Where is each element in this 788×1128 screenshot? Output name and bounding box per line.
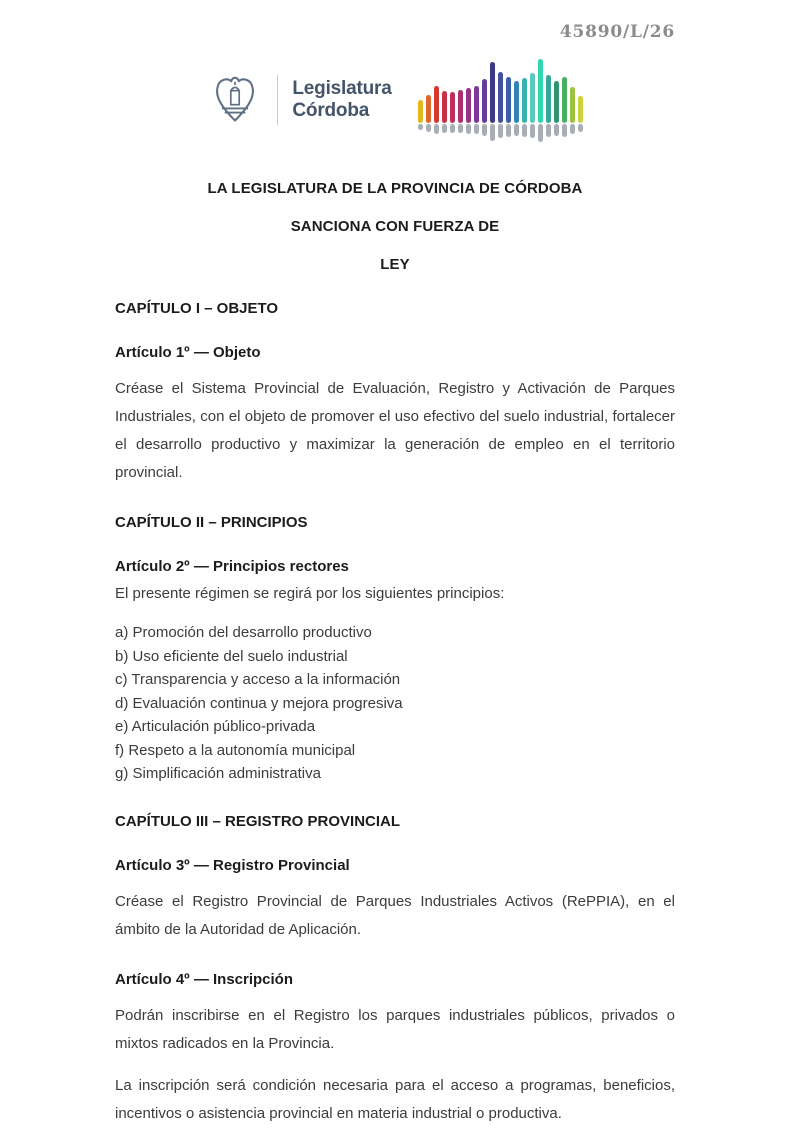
logo-bar [442, 59, 447, 123]
chapter-1-heading: CAPÍTULO I – OBJETO [115, 300, 279, 317]
logo-bar [434, 59, 439, 123]
logo-bar [514, 59, 519, 123]
principle-item-b: b) Uso eficiente del suelo industrial [115, 647, 348, 665]
title-line-2: SANCIONA CON FUERZA DE [290, 218, 500, 235]
logo-bar [530, 59, 535, 123]
article-2-intro: El presente régimen se regirá por los siguientes principios: [115, 585, 505, 602]
logo-bar [562, 59, 567, 123]
logo-bar [418, 59, 423, 123]
logo-bar [578, 59, 583, 123]
article-4-body-1: Podrán inscribirse en el Registro los parques industriales públicos, privados o mixtos radicados en la Provincia. [115, 1006, 675, 1052]
principles-list [115, 621, 675, 786]
chapter-3-heading: CAPÍTULO III – REGISTRO PROVINCIAL [115, 812, 401, 830]
principle-item-d: d) Evaluación continua y mejora progresiva [115, 694, 403, 712]
logo-bar [554, 59, 559, 123]
logo-bar [538, 59, 543, 123]
logo-bar [546, 59, 551, 123]
logo-bar [474, 59, 479, 123]
article-4-body-2: La inscripción será condición necesaria para el acceso a programas, beneficios, incentivos o asistencia provincial en materia industrial o productiva. [115, 1076, 675, 1122]
enactment-title-block [115, 180, 675, 273]
logo-bar [482, 59, 487, 123]
title-line-1: LA LEGISLATURA DE LA PROVINCIA DE CÓRDOBA [207, 180, 583, 197]
cordoba-crest-icon [207, 72, 263, 128]
article-2-heading: Artículo 2º — Principios rectores [115, 558, 349, 575]
principle-item-c: c) Transparencia y acceso a la información [115, 671, 401, 688]
logo-bar [522, 59, 527, 123]
logo-bar [458, 59, 463, 123]
logo-bar [570, 59, 575, 123]
logo-bar [498, 59, 503, 123]
principle-item-a: a) Promoción del desarrollo productivo [115, 624, 372, 641]
article-1-body: Créase el Sistema Provincial de Evaluación, Registro y Activación de Parques Industriales, con el objeto de promover el uso efectivo del suelo industrial, fortalecer el desarrollo productivo y maximizar la generación de empleo en el territorio provincial. [115, 380, 675, 481]
logo-bar [466, 59, 471, 123]
principle-item-e: e) Articulación público-privada [115, 718, 316, 735]
logo-bar [450, 59, 455, 123]
article-4-heading: Artículo 4º — Inscripción [115, 970, 294, 988]
logo-wordmark [292, 78, 391, 122]
logo-wordmark-line2: Córdoba [292, 100, 370, 121]
expedient-number: 45890/L/26 [559, 22, 675, 42]
logo-wordmark-line1: Legislatura [292, 78, 392, 99]
legislatura-cordoba-logo [115, 54, 675, 146]
article-3-body: Créase el Registro Provincial de Parques Industriales Activos (RePPIA), en el ámbito de la Autoridad de Aplicación. [115, 892, 675, 938]
article-3-heading: Artículo 3º — Registro Provincial [115, 856, 350, 874]
logo-bar [490, 59, 495, 123]
article-1-heading: Artículo 1º — Objeto [115, 344, 261, 361]
chapter-2-heading: CAPÍTULO II – PRINCIPIOS [115, 514, 308, 531]
logo-bars [418, 59, 583, 123]
logo-bar [426, 59, 431, 123]
principle-item-g: g) Simplificación administrativa [115, 765, 321, 782]
title-line-3: LEY [380, 256, 410, 273]
logo-divider [277, 75, 278, 125]
logo-bar [506, 59, 511, 123]
principle-item-f: f) Respeto a la autonomía municipal [115, 741, 356, 759]
